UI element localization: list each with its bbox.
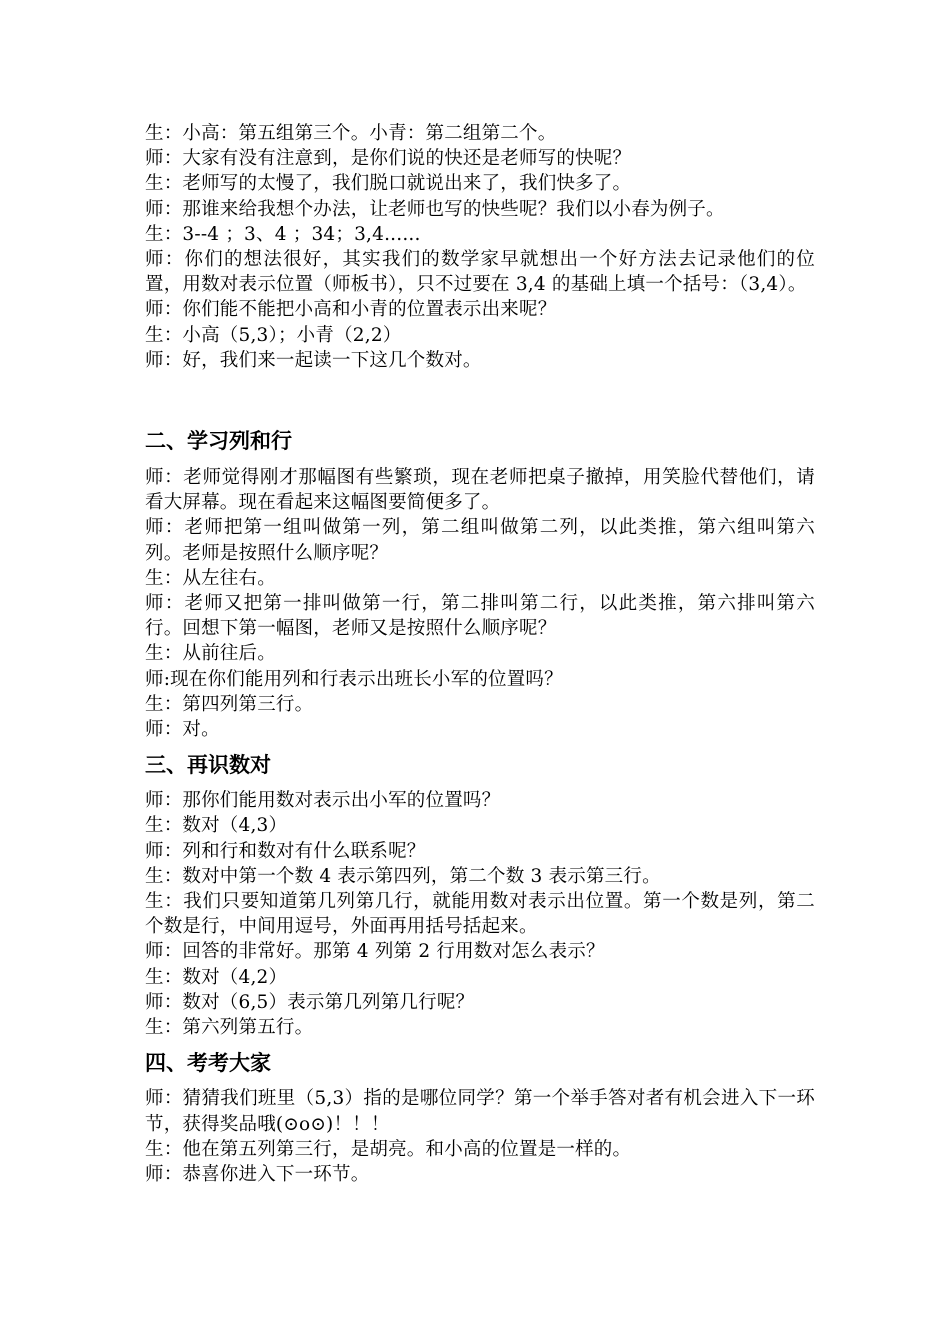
dialogue-line: 师：列和行和数对有什么联系呢？ (145, 840, 426, 862)
dialogue-line: 生：3--4 ；3、4 ；34；3,4...... (145, 223, 421, 245)
dialogue-line: 生：我们只要知道第几列第几行，就能用数对表示出位置。第一个数是列，第二个数是行，中间用逗号，外面再用括号括起来。 (145, 891, 815, 938)
dialogue-line: 师：回答的非常好。那第 4 列第 2 行用数对怎么表示？ (145, 941, 605, 963)
section-heading: 四、考考大家 (145, 1051, 271, 1076)
section-2 (145, 427, 815, 742)
dialogue-line: 师：猜猜我们班里（5,3）指的是哪位同学？第一个举手答对者有机会进入下一环节，获得奖品哦(⊙o⊙)！！！ (145, 1088, 815, 1135)
document-page (145, 121, 815, 1187)
dialogue-line: 生：第六列第五行。 (145, 1017, 314, 1039)
dialogue-line: 生：他在第五列第三行，是胡亮。和小高的位置是一样的。 (145, 1138, 632, 1160)
dialogue-line: 生：数对（4,2） (145, 966, 288, 988)
dialogue-line: 生：从前往后。 (145, 643, 276, 665)
dialogue-line: 师：恭喜你进入下一环节。 (145, 1163, 370, 1185)
section-1-dialogue (145, 121, 815, 373)
dialogue-line: 师：老师觉得刚才那幅图有些繁琐，现在老师把桌子撤掉，用笑脸代替他们，请看大屏幕。现在看起来这幅图要简便多了。 (145, 467, 815, 514)
section-heading: 二、学习列和行 (145, 429, 292, 454)
dialogue-line: 师：数对（6,5）表示第几列第几行呢？ (145, 991, 475, 1013)
dialogue-line: 生：老师写的太慢了，我们脱口就说出来了，我们快多了。 (145, 173, 632, 195)
dialogue-line: 生：小高：第五组第三个。小青：第二组第二个。 (145, 123, 557, 144)
dialogue-line: 师:现在你们能用列和行表示出班长小军的位置吗？ (145, 668, 563, 690)
dialogue-line: 生：数对（4,3） (145, 815, 288, 837)
dialogue-line: 师：老师又把第一排叫做第一行，第二排叫第二行，以此类推，第六排叫第六行。回想下第一幅图，老师又是按照什么顺序呢？ (145, 593, 815, 640)
section-4 (145, 1049, 815, 1187)
dialogue-line: 生：从左往右。 (145, 567, 276, 589)
dialogue-line: 师：老师把第一组叫做第一列，第二组叫做第二列，以此类推，第六组叫第六列。老师是按照什么顺序呢？ (145, 517, 815, 564)
dialogue-line: 师：好，我们来一起读一下这几个数对。 (145, 349, 482, 371)
dialogue-line: 生：小高（5,3）；小青（2,2） (145, 324, 402, 346)
dialogue-line: 师：对。 (145, 719, 220, 741)
dialogue-line: 师：你们的想法很好，其实我们的数学家早就想出一个好方法去记录他们的位置，用数对表示位置（师板书），只不过要在 3,4 的基础上填一个括号：（3,4）。 (145, 249, 815, 296)
dialogue-line: 师：大家有没有注意到，是你们说的快还是老师写的快呢？ (145, 148, 632, 170)
section-3 (145, 751, 815, 1040)
dialogue-line: 生：第四列第三行。 (145, 693, 314, 715)
dialogue-line: 师：你们能不能把小高和小青的位置表示出来呢？ (145, 299, 557, 321)
dialogue-line: 师：那你们能用数对表示出小军的位置吗？ (145, 790, 501, 812)
dialogue-line: 师：那谁来给我想个办法，让老师也写的快些呢？我们以小春为例子。 (145, 198, 725, 220)
section-heading: 三、再识数对 (145, 753, 271, 778)
dialogue-line: 生：数对中第一个数 4 表示第四列，第二个数 3 表示第三行。 (145, 865, 661, 887)
